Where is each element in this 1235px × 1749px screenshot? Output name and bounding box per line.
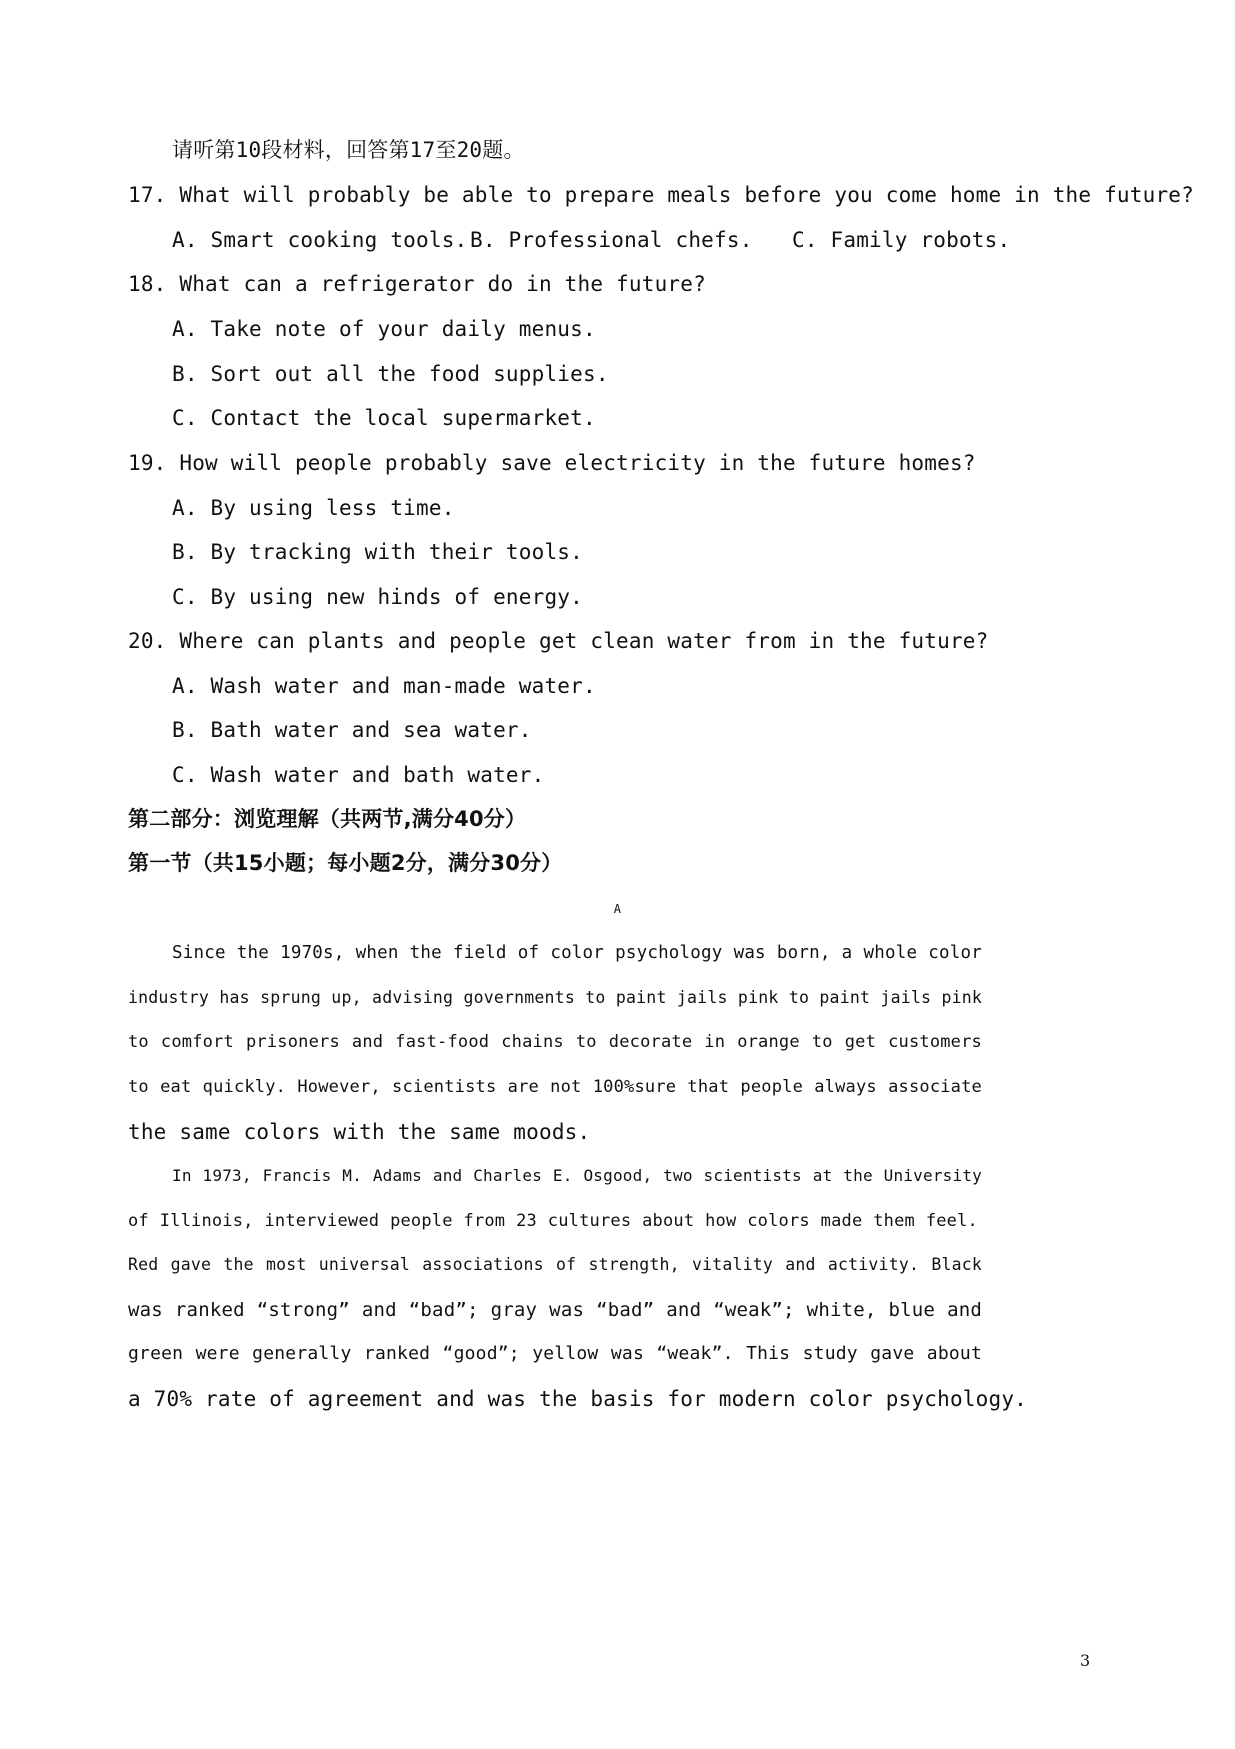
question-18-stem: 18. What can a refrigerator do in the future? (128, 272, 706, 296)
question-20-stem: 20. Where can plants and people get clean water from in the future? (128, 629, 989, 653)
section-heading: 第二部分：浏览理解（共两节,满分40分） (128, 807, 527, 831)
paragraph-2-line-5: green were generally ranked “good”; yellow was “weak”. This study gave about (128, 1343, 982, 1364)
page-number: 3 (1080, 1651, 1091, 1670)
paragraph-1-line-5: the same colors with the same moods. (128, 1120, 591, 1144)
paragraph-2-line-2: of Illinois, interviewed people from 23 cultures about how colors made them feel. (128, 1211, 978, 1231)
question-20-option-a: A. Wash water and man-made water. (172, 674, 596, 698)
paragraph-2-line-1: In 1973, Francis M. Adams and Charles E. Osgood, two scientists at the University (172, 1166, 982, 1185)
question-20-option-c: C. Wash water and bath water. (172, 763, 545, 787)
section-subheading: 第一节（共15小题；每小题2分，满分30分） (128, 851, 563, 875)
question-18-option-a: A. Take note of your daily menus. (172, 317, 596, 341)
question-20-option-b: B. Bath water and sea water. (172, 718, 532, 742)
question-19-option-b: B. By tracking with their tools. (172, 540, 583, 564)
paragraph-2-line-6: a 70% rate of agreement and was the basis for modern color psychology. (128, 1387, 1028, 1411)
paragraph-1-line-3: to comfort prisoners and fast-food chains to decorate in orange to get customers (128, 1032, 982, 1052)
passage-label: A (613, 902, 622, 916)
question-19-stem: 19. How will people probably save electricity in the future homes? (128, 451, 976, 475)
listening-instruction: 请听第10段材料，回答第17至20题。 (172, 138, 525, 162)
paragraph-1-line-1: Since the 1970s, when the field of color psychology was born, a whole color (172, 943, 982, 963)
question-17-option-a: A. Smart cooking tools. (172, 228, 468, 252)
question-18-option-b: B. Sort out all the food supplies. (172, 362, 609, 386)
question-19-option-a: A. By using less time. (172, 496, 455, 520)
question-17-option-c: C. Family robots. (792, 228, 1011, 252)
question-19-option-c: C. By using new hinds of energy. (172, 585, 583, 609)
question-17-option-b: B. Professional chefs. (470, 228, 753, 252)
paragraph-2-line-3: Red gave the most universal associations of strength, vitality and activity. Black (128, 1255, 982, 1274)
paragraph-2-line-4: was ranked “strong” and “bad”; gray was “bad” and “weak”; white, blue and (128, 1299, 982, 1321)
question-17-stem: 17. What will probably be able to prepare meals before you come home in the future? (128, 183, 1194, 207)
paragraph-1-line-2: industry has sprung up, advising governments to paint jails pink to paint jails pink (128, 988, 982, 1007)
question-18-option-c: C. Contact the local supermarket. (172, 406, 596, 430)
paragraph-1-line-4: to eat quickly. However, scientists are not 100%sure that people always associate (128, 1077, 982, 1097)
